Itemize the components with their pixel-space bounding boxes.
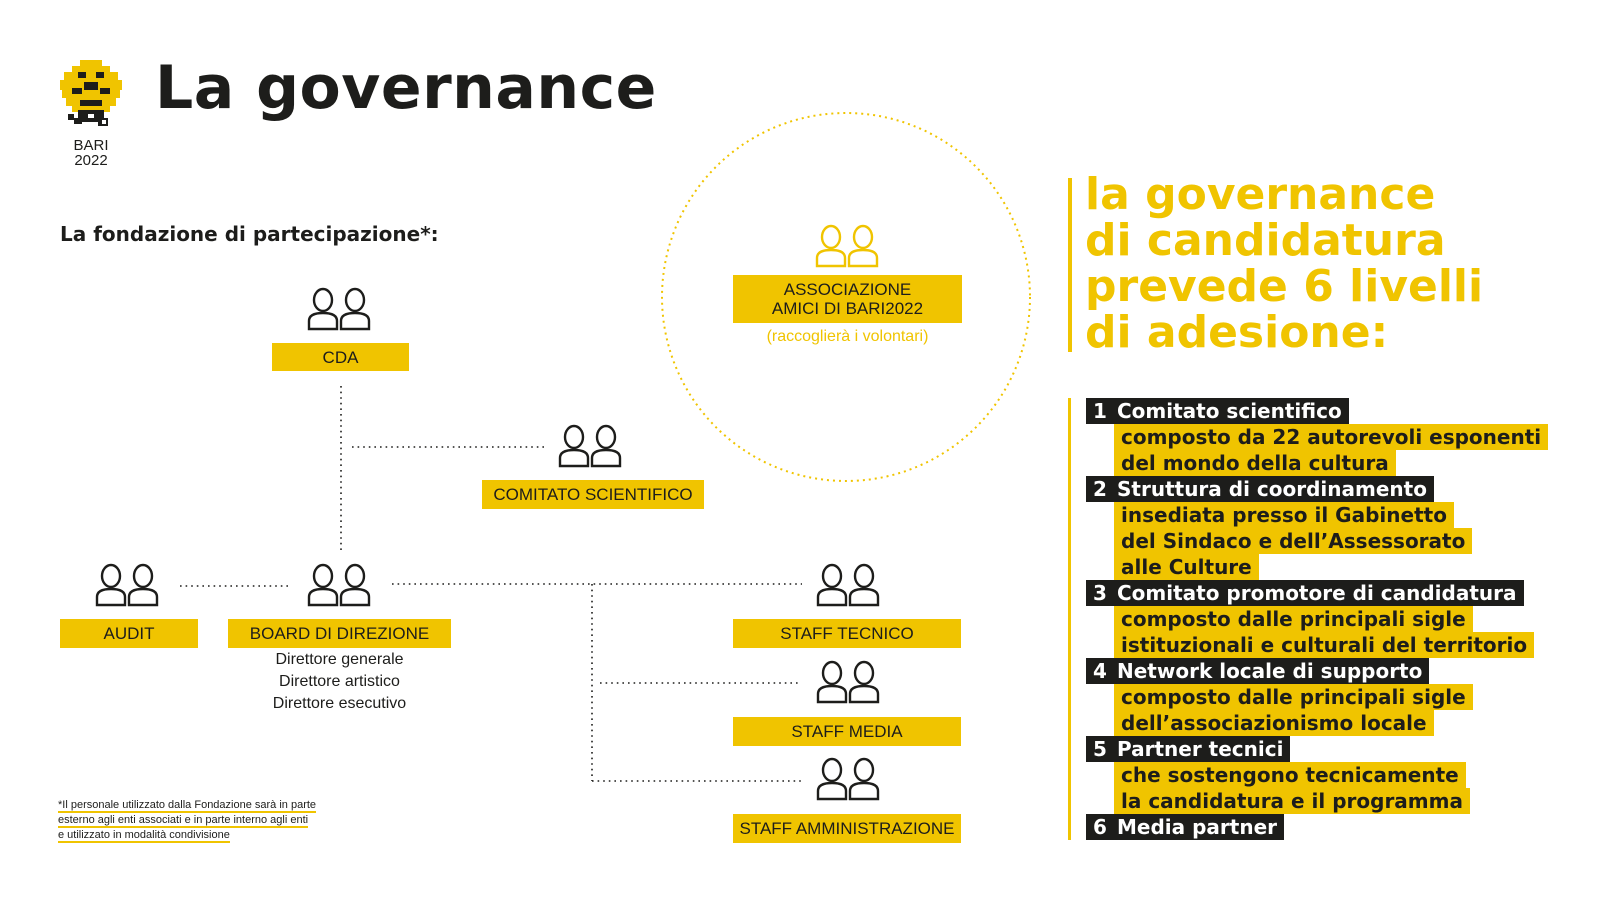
footnote-line: esterno agli enti associati e in parte interno agli enti <box>58 814 309 826</box>
headline-line: la governance <box>1085 169 1436 220</box>
level-desc-row <box>1086 554 1548 580</box>
level-title-row <box>1086 476 1548 502</box>
level-number: 1 <box>1093 399 1107 423</box>
level-desc-row <box>1086 710 1548 736</box>
two-people-icon <box>814 561 884 607</box>
levels-list <box>1086 398 1548 840</box>
level-desc: del Sindaco e dell’Assessorato <box>1114 528 1472 554</box>
level-title-row <box>1086 658 1548 684</box>
node-staff-tecnico-label: STAFF TECNICO <box>780 624 914 643</box>
node-cda-label: CDA <box>322 347 359 367</box>
level-desc-row <box>1086 762 1548 788</box>
level-desc-row <box>1086 424 1548 450</box>
headline-line: di candidatura <box>1085 215 1446 266</box>
node-board <box>228 619 451 648</box>
node-associazione <box>733 275 962 323</box>
node-staff-tecnico <box>733 619 961 648</box>
level-title-row <box>1086 736 1548 762</box>
level-desc: composto dalle principali sigle <box>1114 684 1473 710</box>
level-title: Media partner <box>1117 815 1277 839</box>
node-associazione-line2: AMICI DI BARI2022 <box>771 299 924 318</box>
level-number: 6 <box>1093 815 1107 839</box>
page-title: La governance <box>155 53 657 123</box>
node-staff-amministrazione-label: STAFF AMMINISTRAZIONE <box>739 819 955 838</box>
headline-line: prevede 6 livelli <box>1085 261 1484 312</box>
node-board-label: BOARD DI DIREZIONE <box>249 624 430 643</box>
footnote-line: *Il personale utilizzato dalla Fondazione sarà in parte <box>58 799 317 811</box>
board-role: Direttore esecutivo <box>272 695 407 712</box>
level-desc-row <box>1086 528 1548 554</box>
node-staff-media <box>733 717 961 746</box>
diagram-subtitle: La fondazione di partecipazione*: <box>60 222 439 246</box>
headline-line: di adesione: <box>1085 307 1389 358</box>
node-staff-media-label: STAFF MEDIA <box>791 722 903 741</box>
level-title: Comitato promotore di candidatura <box>1117 581 1517 605</box>
level-desc: insediata presso il Gabinetto <box>1114 502 1454 528</box>
level-desc: composto da 22 autorevoli esponenti <box>1114 424 1548 450</box>
node-comitato-scientifico <box>482 480 704 509</box>
levels-rule <box>1068 398 1071 840</box>
level-desc: che sostengono tecnicamente <box>1114 762 1466 788</box>
node-cda <box>272 343 409 371</box>
node-comitato-label: COMITATO SCIENTIFICO <box>493 485 693 504</box>
two-people-icon <box>556 422 626 468</box>
level-desc-row <box>1086 632 1548 658</box>
node-audit <box>60 619 198 648</box>
level-desc-row <box>1086 788 1548 814</box>
two-people-icon <box>305 561 375 607</box>
level-number: 5 <box>1093 737 1107 761</box>
level-title-row <box>1086 398 1548 424</box>
node-staff-amministrazione <box>733 814 961 843</box>
level-desc: la candidatura e il programma <box>1114 788 1470 814</box>
level-desc-row <box>1086 502 1548 528</box>
level-title: Partner tecnici <box>1117 737 1284 761</box>
level-title-row <box>1086 814 1548 840</box>
logo-text-bari: BARI <box>73 137 109 154</box>
two-people-icon <box>93 561 163 607</box>
board-role: Direttore artistico <box>279 673 400 690</box>
level-desc-row <box>1086 606 1548 632</box>
level-desc: del mondo della cultura <box>1114 450 1396 476</box>
bari2022-logo-icon <box>58 58 124 170</box>
footnote-line: e utilizzato in modalità condivisione <box>58 829 230 841</box>
level-number: 4 <box>1093 659 1107 683</box>
level-desc: dell’associazionismo locale <box>1114 710 1434 736</box>
two-people-icon <box>813 222 883 268</box>
level-title: Comitato scientifico <box>1117 399 1342 423</box>
two-people-icon <box>814 658 884 704</box>
level-title-row <box>1086 580 1548 606</box>
level-title: Network locale di supporto <box>1117 659 1423 683</box>
level-number: 2 <box>1093 477 1107 501</box>
level-desc-row <box>1086 450 1548 476</box>
level-desc: istituzionali e culturali del territorio <box>1114 632 1534 658</box>
board-role: Direttore generale <box>275 651 404 668</box>
headline <box>1085 169 1484 358</box>
level-desc: alle Culture <box>1114 554 1259 580</box>
headline-rule <box>1068 178 1072 352</box>
level-desc-row <box>1086 684 1548 710</box>
two-people-icon <box>305 285 375 331</box>
associazione-note: (raccoglierà i volontari) <box>766 328 929 345</box>
node-associazione-line1: ASSOCIAZIONE <box>783 280 912 299</box>
footnote <box>58 798 328 843</box>
level-title: Struttura di coordinamento <box>1117 477 1427 501</box>
level-number: 3 <box>1093 581 1107 605</box>
two-people-icon <box>814 755 884 801</box>
board-roles <box>228 649 451 715</box>
node-audit-label: AUDIT <box>103 624 155 643</box>
logo-text-year: 2022 <box>74 152 108 169</box>
level-desc: composto dalle principali sigle <box>1114 606 1473 632</box>
